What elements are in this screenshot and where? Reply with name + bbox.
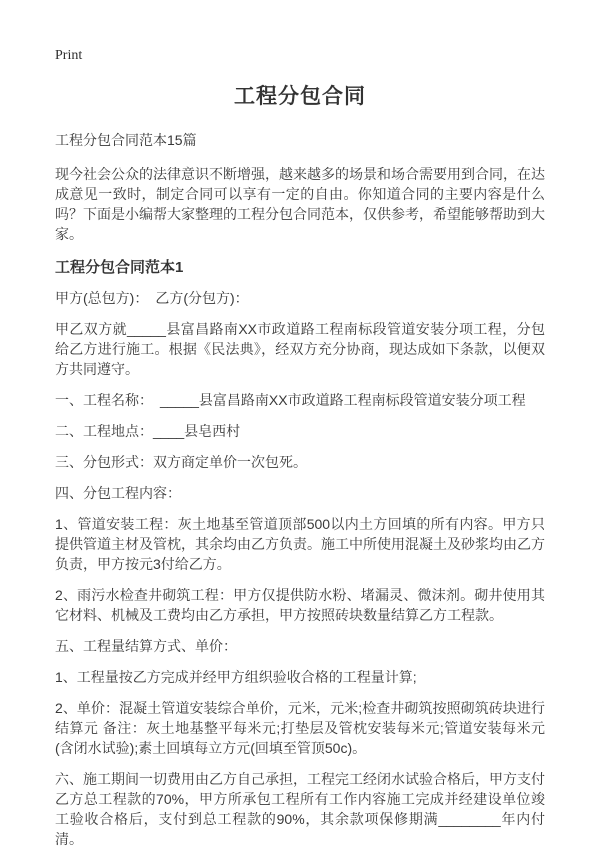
paragraph-clause-5-item-1: 1、工程量按乙方完成并经甲方组织验收合格的工程量计算;	[55, 669, 417, 685]
paragraph-clause-2-location: 二、工程地点：____县皂西村	[55, 423, 241, 439]
paragraph-clause-4-item-2: 2、雨污水检查井砌筑工程：甲方仅提供防水粉、堵漏灵、微沫剂。砌井使用其它材料、机械及工费均由乙方承担，甲方按照砖块数量结算乙方工程款。	[55, 587, 545, 623]
paragraph-clause-5-settlement: 五、工程量结算方式、单价：	[55, 638, 237, 654]
document-subtitle: 工程分包合同范本15篇	[55, 132, 197, 148]
intro-paragraph: 现今社会公众的法律意识不断增强，越来越多的场景和场合需要用到合同，在达成意见一致时，制定合同可以享有一定的自由。你知道合同的主要内容是什么吗？下面是小编帮大家整理的工程分包合同范本，仅供参考，希望能够帮助到大家。	[55, 166, 545, 242]
paragraph-parties: 甲方(总包方)： 乙方(分包方)：	[55, 290, 249, 306]
paragraph-clause-4-item-1: 1、管道安装工程：灰土地基至管道顶部500以内土方回填的所有内容。甲方只提供管道主材及管枕，其余均由乙方负责。施工中所使用混凝土及砂浆均由乙方负责，甲方按元3付给乙方。	[55, 516, 545, 572]
paragraph-clause-6-payment: 六、施工期间一切费用由乙方自己承担，工程完工经闭水试验合格后，甲方支付乙方总工程款的70%，甲方所承包工程所有工作内容施工完成并经建设单位竣工验收合格后，支付到总工程款的90%，其余款项保修期满________年内付清。	[55, 771, 545, 847]
paragraph-clause-1-project-name: 一、工程名称： _____县富昌路南XX市政道路工程南标段管道安装分项工程	[55, 392, 526, 408]
paragraph-clause-4-scope: 四、分包工程内容：	[55, 485, 181, 501]
paragraph-preamble: 甲乙双方就_____县富昌路南XX市政道路工程南标段管道安装分项工程，分包给乙方进行施工。根据《民法典》，经双方充分协商，现达成如下条款，以便双方共同遵守。	[55, 321, 545, 377]
paragraph-clause-3-subcontract-form: 三、分包形式：双方商定单价一次包死。	[55, 454, 307, 470]
print-link[interactable]: Print	[55, 48, 83, 63]
page-title: 工程分包合同	[234, 85, 366, 108]
section-heading-sample-1: 工程分包合同范本1	[55, 259, 184, 276]
paragraph-clause-5-item-2: 2、单价：混凝土管道安装综合单价，元米，元米;检查井砌筑按照砌筑砖块进行结算元 备注：灰土地基整平每米元;打垫层及管枕安装每米元;管道安装每米元(含闭水试验);素土回填每立方元(回填至管顶50c)。	[55, 700, 545, 756]
